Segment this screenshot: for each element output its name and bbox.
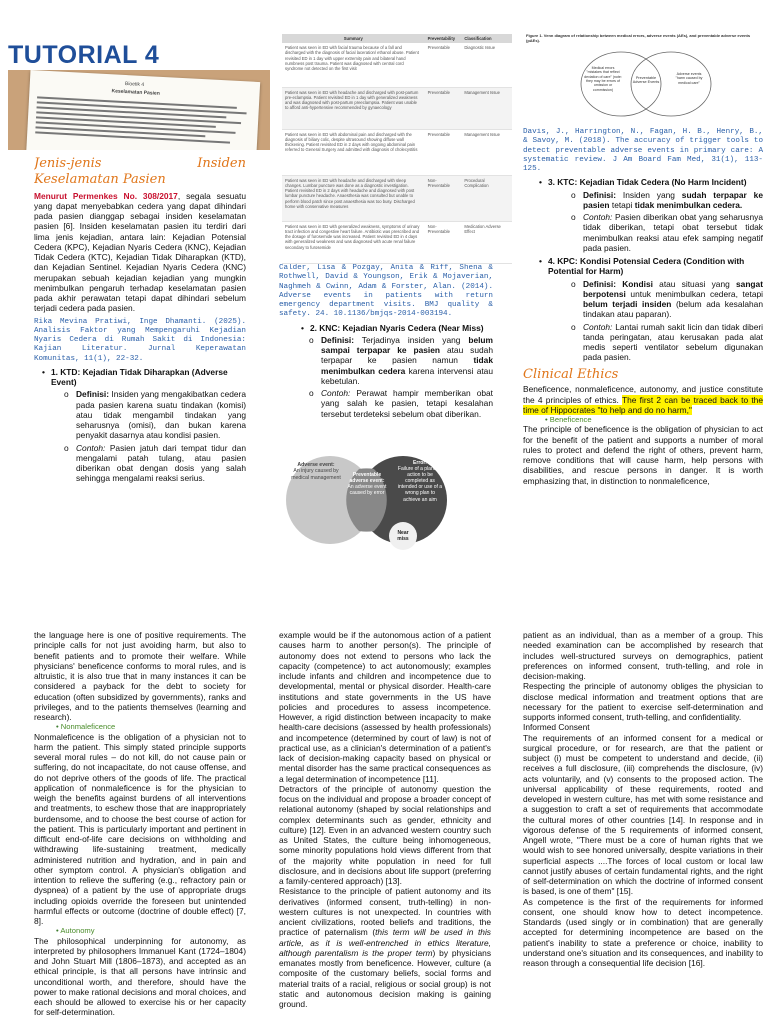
venn-mid-text: An adverse event caused by error xyxy=(347,484,387,497)
table-cell: Preventable xyxy=(425,87,462,129)
bottom-col2-p1: example would be if the autonomous action of a patient causes harm to another person(s). The principle of autonomy does not extend to persons who lack the capacity (competence) to act autonomously; examples include infants and children and incompetence due to developmental, mental or physical disorder. Health-care institutions and state governments in the US have policies and procedures to assess incompetence. However, a rigid distinction between incapacity to make health-care decisions (assessed by health professionals) and incompetence (determined by court of law) is not of practical use, as a clinician's determination of a patient's lack of decision-making capacity based on physical or mental disorder has the same practical consequences as a legal determination of incompetence [11]. xyxy=(279,630,491,784)
venn-left-text: An injury caused by medical management xyxy=(291,468,341,481)
bottom-col1-p2: Nonmaleficence is the obligation of a physician not to harm the patient. This simply stated principle supports several moral rules – do not kill, do not cause pain or suffering, do not incapacitate, do not cause offense, and do not deprive others of the goods of life. The practical application of nonmaleficence is for the physician to weigh the benefits against burdens of all interventions and treatments, to eschew those that are inappropriately burdensome, and to choose the best course of action for the patient. This is particularly important and pertinent in difficult end-of-life care decisions on withholding and withdrawing life-sustaining treatment, medically administered nutrition and hydration, and in pain and other symptom control. A physician's obligation and intention to relieve the suffering (e.g., refractory pain or dyspnea) of a patient by the use of appropriate drugs including opioids override the foreseen but unintended harmful effects or outcome (doctrine of double effect) [7, 8]. xyxy=(34,731,246,926)
bottom-col2-p3-text: Resistance to the principle of patient autonomy and its derivatives (informed consent, truth-telling) in non-western cultures is not unexpected. In countries with ancient civilizations, rooted beliefs and traditions, the practice of paternalism ( xyxy=(279,886,491,938)
ktc-def-bold: sudah terpapar ke pasien xyxy=(583,189,763,210)
table-cell: Patient was seen in ED with headache and discharged with sleep changes. Lumbar puncture was done as a diagnostic investigation. Patient revisited ED in 2 days with headache and diagnosed with post lumbar puncture headache. Anaesthesia was consulted but unable to perform blood patch since post anaesthesia was too busy. Discharged home with conservative measures xyxy=(282,175,425,221)
ktd-def-label: Definisi: xyxy=(76,389,110,400)
citation-davis[interactable]: Davis, J., Harrington, N., Fagan, H. B., Henry, B., & Savoy, M. (2018). The accuracy of trigger tools to detect preventable adverse events in primary care: A systematic review. J Am Board Fam Med, 31(1), 113-125. xyxy=(523,128,763,173)
bottom-col2-p3-italic: this term will be used in this article, as it is well-entrenched in ethics literature, although parentalism is the proper term xyxy=(279,927,491,958)
kpc-definition: o Definisi: Kondisi atau situasi yang sangat berpotensi untuk menimbulkan cedera, tetapi belum terjadi insiden (belum ada kesalahan tindakan atau paparan). xyxy=(571,278,763,320)
summary-table-wrap xyxy=(282,34,512,266)
table-cell: Patient was seen in ED with abdominal pain and discharged with the diagnosis of biliary colic, despite ultrasound showing diffuse wall thickening. Patient revisited ED in 2 days with ongoing abdominal pain referred to General Surgery and admitted with diagnosis of cholecystitis xyxy=(282,129,425,175)
bottom-col1-p1: the language here is one of positive requirements. The principle calls for not just avoiding harm, but also to benefit patients and to promote their welfare. While physicians' beneficence conforms to moral rules, and is altruistic, it is also true that in many instances it can be considered a payback for the debt to society for education (often subsidized by governments), ranks and privileges, and to the patients themselves (learning and research). xyxy=(34,630,246,722)
table-cell: Non-Preventable xyxy=(425,221,462,263)
table-row xyxy=(282,175,512,221)
venn-mid-title: Preventable adverse event: xyxy=(349,472,385,485)
kpc-example: o Contoh: Lantai rumah sakit licin dan tidak diberi tanda peringatan, atau kerusakan pada alat medis seperti ventilator sebelum digunakan pada pasien. xyxy=(571,321,763,363)
ktc-ex-text: Pasien diberikan obat yang seharusnya tidak diberikan, tetapi obat tersebut tidak menimbulkan reaksi atau efek samping negatif pada pasien. xyxy=(583,212,763,253)
summary-table xyxy=(282,34,512,264)
knc-def-text: Terjadinya insiden yang xyxy=(354,334,469,345)
ktc-definition: o Definisi: Insiden yang sudah terpapar ke pasien tetapi tidak menimbulkan cedera. xyxy=(571,189,763,210)
kpc-def-text: untuk menimbulkan cedera, tetapi xyxy=(625,288,763,299)
ktc-def-label: Definisi: xyxy=(583,189,617,200)
table-cell: Non-Preventable xyxy=(425,175,462,221)
figure-caption: Figure 1. Venn diagram of relationship between medical errors, adverse events (AEs), and preventable adverse events (pAEs). xyxy=(526,34,751,43)
ktc-def-bold: tidak menimbulkan cedera. xyxy=(634,199,743,210)
intro-source: Menurut Permenkes No. 308/2017 xyxy=(34,190,178,201)
figure-left-title: Medical errors xyxy=(591,65,615,70)
kpc-def-text: (belum ada kesalahan tindakan atau paparan). xyxy=(583,299,763,320)
informed-consent-label: Informed Consent xyxy=(523,722,590,733)
ktd-item: • 1. KTD: Kejadian Tidak Diharapkan (Adverse Event) xyxy=(42,367,246,388)
table-row xyxy=(282,129,512,175)
knc-def-label: Definisi: xyxy=(321,334,355,345)
kpc-ex-text: Lantai rumah sakit licin dan tidak diberi tanda peringatan, atau kerusakan pada alat medis seperti ventilator sebelum digunakan pada pasien. xyxy=(583,321,763,363)
intro-text: , segala sesuatu yang dapat menyebabkan cedera yang dapat dihindari pada pasien dianggap sebagai insiden keselamatan pasien [6]. Insiden keselamatan pasien itu terdiri dari lima jenis kejadian, antara lain: Kejadian Potensial Cedera (KPC), Kejadian Nyaris Cedera (KNC), Kejadian Tidak Cedera (KTC), Kejadian Tidak Diharapkan (KTD), dan Kejadian Sentinel. Kejadian Nyaris Cedera (KNC) merupakan sebuah kejadian kejadian yang mungkin menimbulkan pengaruh terhadap keselamatan pasien pada akhir perawatan tetapi dapat dihindari sebelum terjadi cedera pada pasien. xyxy=(34,190,246,314)
kpc-def-label: Definisi: Kondisi xyxy=(583,278,653,289)
th-classification: Classification xyxy=(461,34,512,43)
ethics-highlight: The first 2 can be traced back to the time of Hippocrates "to help and do no harm," xyxy=(523,394,763,415)
venn-left-title: Adverse event: xyxy=(297,462,335,468)
column-3-text xyxy=(523,128,763,558)
ethics-text: Beneficence, nonmaleficence, autonomy, and justice constitute the 4 principles of ethics. xyxy=(523,384,763,405)
ktc-title: 3. KTC: Kejadian Tidak Cedera (No Harm Incident) xyxy=(547,177,747,188)
table-cell: Management Issue xyxy=(461,87,512,129)
heading-line2: Keselamatan Pasien xyxy=(34,171,166,187)
th-summary: Summary xyxy=(282,34,425,43)
bottom-col3-p3: The requirements of an informed consent for a medical or surgical procedure, or for research, are that the patient or subject (i) must be competent to understand and decide, (ii) receives a full disclosure, (iii) comprehends the disclosure, (iv) acts voluntarily, and (v) consents to the proposed action. The universal applicability of these requirements, rooted and developed in western culture, has met with some resistance and a suggestion to craft a set of requirements that accommodate the cultural mores of other countries [14]. In response and in vigorous defense of the 5 requirements of informed consent, Angell wrote, "There must be a core of human rights that we would wish to see honored universally, despite variations in their superficial aspects ....The forces of local custom or local law cannot justify abuses of certain fundamental rights, and the right of self-determination on which the doctrine of informed consent is based, is one of them" [15]. xyxy=(523,732,763,897)
table-cell: Preventable xyxy=(425,129,462,175)
kpc-def-bold: belum terjadi insiden xyxy=(583,299,672,309)
ktc-item: • 3. KTC: Kejadian Tidak Cedera (No Harm Incident) xyxy=(539,177,747,188)
section-heading-jenis xyxy=(34,156,246,172)
knc-item: • 2. KNC: Kejadian Nyaris Cedera (Near Miss) xyxy=(301,322,484,333)
knc-def-bold: tidak menimbulkan cedera xyxy=(321,355,493,376)
bottom-col3-p4: As competence is the first of the requirements for informed consent, one should know how to detect incompetence. Standards (used singly or in combination) that are generally accepted for determining incompetence are based on the patient's inability to state a preference or choice, inability to understand one's situation and its consequences, and inability to reason through a consequential life decision [16]. xyxy=(523,896,763,968)
citation-pratiwi[interactable]: Rika Mevina Pratiwi, Inge Dhamanti. (2025). Analisis Faktor yang Mempengaruhi Kejadian Nyaris Cedera di Rumah Sakit di Indonesia: Kajian Literatur. Jurnal Keperawatan Komunitas, 11(1), 22-32. xyxy=(34,317,246,363)
bottom-column-1 xyxy=(34,630,246,1024)
knc-def-bold: belum sampai terpapar ke pasien xyxy=(321,334,493,355)
venn-right-title: Error: xyxy=(413,460,427,466)
column-2-text xyxy=(279,264,493,448)
table-row xyxy=(282,87,512,129)
kpc-title: 4. KPC: Kondisi Potensial Cedera (Condition with Potential for Harm) xyxy=(547,256,745,277)
bottom-column-3 xyxy=(523,630,763,1024)
photo-doc-title: Bioetik 4 xyxy=(124,81,145,89)
venn-near-miss-label: Near miss xyxy=(397,530,409,543)
table-cell: Patient was seen in ED with generalized weakness, symptoms of urinary tract infection and congestive heart failure. Antibiotic was prescribed and the dosage of furosemide was increased. Patient revisited ED in 4 days with generalized weakness and was diagnosed with acute renal failure secondary to furosemide xyxy=(282,221,425,263)
ktc-def-text: Insiden yang xyxy=(616,189,682,200)
knc-ex-label: Contoh: xyxy=(321,388,351,398)
ktc-def-text: tetapi xyxy=(609,199,635,210)
ktd-def-text: Insiden yang mengakibatkan cedera pada pasien karena suatu tindakan (komisi) atau tidak mengambil tindakan yang seharusnya (omisi), dan bukan karena penyakit dasarnya atau kondisi pasien. xyxy=(76,389,246,441)
figure-left-text: "mistakes that reflect deviation of care" (note: they may be errors of omission or commission) xyxy=(584,70,622,92)
knc-definition: o Definisi: Terjadinya insiden yang belum sampai terpapar ke pasien atau sudah terpapar ke pasien namun tidak menimbulkan cedera karena intervensi atau kebetulan. xyxy=(309,334,493,386)
venn-right-text: Failure of a planned action to be completed as intended or use of a wrong plan to achieve an aim xyxy=(397,466,443,503)
venn-diagram xyxy=(285,448,450,560)
ktd-ex-label: Contoh: xyxy=(76,442,106,453)
figure-1 xyxy=(526,34,762,126)
table-cell: Medication Adverse Effect xyxy=(461,221,512,263)
figure-left-label xyxy=(584,66,622,92)
kpc-item: • 4. KPC: Kondisi Potensial Cedera (Condition with Potential for Harm) xyxy=(539,256,763,277)
kpc-def-bold: sangat berpotensi xyxy=(583,278,763,299)
table-cell: Procedural Complication xyxy=(461,175,512,221)
table-cell: Patient was seen in ED with headache and discharged with post-partum pre-eclampsia. Patient revisited ED in 1 day with generalized weakness and was diagnosed with post-partum preeclampsia. Patient was unable to afford anti-hypertensive recommended by gynaecology xyxy=(282,87,425,129)
autonomy-bullet: • Autonomy xyxy=(56,926,246,935)
column-1-text xyxy=(34,156,246,526)
ktd-example: o Contoh: Pasien jatuh dari tempat tidur dan mengalami patah tulang, atau pasien diberikan obat dengan dosis yang salah sehingga mengalami reaksi serius. xyxy=(64,442,246,484)
knc-def-text: karena intervensi atau kebetulan. xyxy=(321,365,493,386)
bottom-col1-p3: The philosophical underpinning for autonomy, as interpreted by philosophers Immanuel Kant (1724–1804) and John Stuart Mill (1806–1873), and accepted as an ethical principle, is that all persons have intrinsic and unconditional worth, and therefore, should have the power to make rational decisions and moral choices, and each should be allowed to exercise his or her capacity for self-determination. xyxy=(34,935,246,1018)
knc-def-text: atau sudah terpapar ke pasien namun xyxy=(321,345,493,366)
nonmaleficence-bullet: • Nonmaleficence xyxy=(56,722,246,731)
bottom-col3-p2: Respecting the principle of autonomy obliges the physician to disclose medical information and treatment options that are necessary for the patient to exercise self-determination and supports informed consent, truth-telling, and confidentiality. xyxy=(523,681,763,722)
ktc-ex-label: Contoh: xyxy=(583,212,613,222)
ktc-example: o Contoh: Pasien diberikan obat yang seharusnya tidak diberikan, tetapi obat tersebut tidak menimbulkan reaksi atau efek samping negatif pada pasien. xyxy=(571,212,763,253)
clinical-ethics-heading: Clinical Ethics xyxy=(523,366,619,382)
ktd-title: 1. KTD: Kejadian Tidak Diharapkan (Adverse Event) xyxy=(50,366,228,388)
page-title: TUTORIAL 4 xyxy=(8,41,160,69)
beneficence-bullet: • Beneficence xyxy=(545,415,763,424)
table-cell: Diagnostic Issue xyxy=(461,43,512,87)
venn-right-label xyxy=(397,460,443,503)
ktd-definition: o Definisi: Insiden yang mengakibatkan cedera pada pasien karena suatu tindakan (komisi) atau tidak mengambil tindakan yang seharusnya (omisi), dan bukan karena penyakit dasarnya atau kondisi pasien. xyxy=(64,389,246,441)
knc-ex-text: Perawat hampir memberikan obat yang salah ke pasien, tetapi kesalahan tersebut terdeteksi sebelum obat diberikan. xyxy=(321,388,493,419)
heading-right: Insiden xyxy=(197,156,246,171)
photo-doc-subtitle: Keselamatan Pasien xyxy=(111,88,160,97)
ethics-paragraph xyxy=(523,384,763,415)
citation-calder[interactable]: Calder, Lisa & Pozgay, Anita & Riff, Shena & Rothwell, David & Youngson, Erik & Mojaverian, Naghmeh & Cwinn, Adam & Forster, Alan. (2014). Adverse events in patients with return emergency department visits. BMJ quality & safety. 24. 10.1136/bmjqs-2014-003194. xyxy=(279,264,493,319)
th-preventability: Preventability xyxy=(425,34,462,43)
table-cell: Preventable xyxy=(425,43,462,87)
figure-right-text: "harm caused by medical care" xyxy=(675,76,703,85)
bottom-col2-p3 xyxy=(279,886,491,1009)
venn-left-label xyxy=(291,462,341,481)
table-cell: Management Issue xyxy=(461,129,512,175)
kpc-def-text: atau situasi yang xyxy=(652,278,736,289)
bottom-col2-p2: Detractors of the principle of autonomy question the focus on the individual and propose a broader concept of relational autonomy (shaped by social relationships and complex determinants such as gender, ethnicity and culture) [12]. Even in an advanced western country such as United States, the culture being inhomogeneous, some minority populations hold views different from that of the majority white population in need for full disclosure, and in decisions about life support (preferring a family-centered approach) [13]. xyxy=(279,783,491,886)
bottom-col3-p1: patient as an individual, than as a member of a group. This needed examination can be accomplished by research that includes well-structured surveys on demographics, patient preferences on informed consent, truth-telling, and role in decision-making. xyxy=(523,630,763,681)
ktd-ex-text: Pasien jatuh dari tempat tidur dan mengalami patah tulang, atau pasien diberikan obat dengan dosis yang salah sehingga mengalami reaksi serius. xyxy=(76,442,246,484)
figure-right-title: Adverse events xyxy=(676,71,702,76)
bottom-column-2 xyxy=(279,630,491,1024)
kpc-ex-label: Contoh: xyxy=(583,321,613,332)
photo-paper xyxy=(26,70,260,150)
table-row xyxy=(282,221,512,263)
table-cell: Patient was seen in ED with facial trauma because of a fall and discharged with the diagnosis of facial laceration/ ethanol abuse. Patient revisited ED in 1 day with upper extremity pain and bilateral hand numbness post trauma. Patient was diagnosed with central cord syndrome not detected on the first visit xyxy=(282,43,425,87)
intro-paragraph xyxy=(34,191,246,314)
beneficence-paragraph: The principle of beneficence is the obligation of physician to act for the benefit of the patient and supports a number of moral rules to protect and defend the right of others, prevent harm, remove conditions that will cause harm, help persons with disabilities, and rescue persons in danger. It is worth emphasizing that, in distinction to nonmaleficence, xyxy=(523,424,763,486)
heading-left: Jenis-jenis xyxy=(34,156,102,171)
figure-right-label xyxy=(670,72,708,85)
knc-title: 2. KNC: Kejadian Nyaris Cedera (Near Miss) xyxy=(309,322,484,333)
document-photo xyxy=(8,70,270,150)
table-row xyxy=(282,43,512,87)
figure-mid-label: Preventable Adverse Events xyxy=(632,75,660,85)
venn-mid-label xyxy=(345,472,389,496)
knc-example: o Contoh: Perawat hampir memberikan obat yang salah ke pasien, tetapi kesalahan tersebut terdeteksi sebelum obat diberikan. xyxy=(309,388,493,419)
bottom-col2-p3-text: ) by physicians emanates mostly from beneficence. However, culture (a composite of the customary beliefs, social forms and material traits of a racial, religious or social group) is not static and autonomous decision making is gaining ground. xyxy=(279,947,491,1009)
